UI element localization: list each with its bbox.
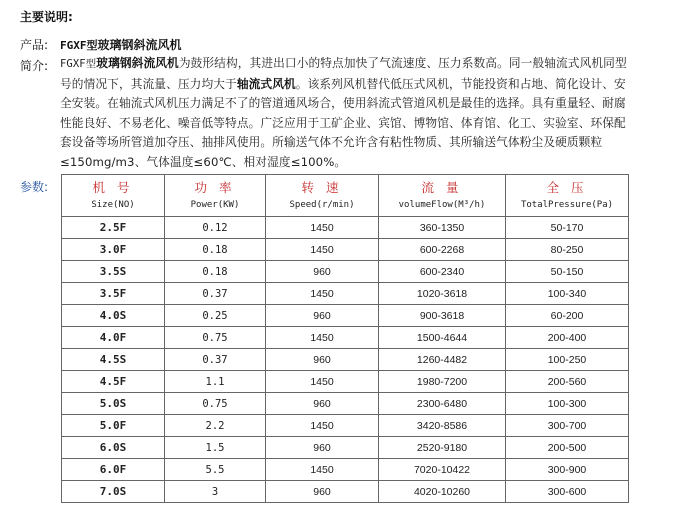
cell-size: 3.5S	[62, 261, 165, 283]
cell-speed: 1450	[266, 327, 379, 349]
section-heading: 主要说明:	[20, 10, 73, 24]
cell-power: 1.1	[165, 371, 266, 393]
cell-flow: 360-1350	[379, 217, 506, 239]
cell-size: 7.0S	[62, 481, 165, 503]
table-row	[62, 371, 629, 393]
table-row	[62, 217, 629, 239]
cell-pressure: 300-900	[506, 459, 629, 481]
cell-size: 3.5F	[62, 283, 165, 305]
cell-flow: 1020-3618	[379, 283, 506, 305]
cell-size: 2.5F	[62, 217, 165, 239]
cell-speed: 960	[266, 437, 379, 459]
cell-pressure: 100-250	[506, 349, 629, 371]
table-row	[62, 239, 629, 261]
table-row	[62, 327, 629, 349]
cell-speed: 960	[266, 349, 379, 371]
cell-speed: 960	[266, 393, 379, 415]
cell-pressure: 100-300	[506, 393, 629, 415]
cell-pressure: 60-200	[506, 305, 629, 327]
header-speed: 转 速 Speed(r/min)	[266, 175, 379, 217]
cell-speed: 1450	[266, 239, 379, 261]
cell-power: 0.37	[165, 349, 266, 371]
cell-speed: 1450	[266, 371, 379, 393]
intro-text-2: 。该系列风机替代低压式风机，节能投资和占地、简化设计、安全安装。在轴流式风机压力满足不了的管道通风场合，使用斜流式管道风机是最佳的选择。具有重量轻、耐腐性能良好、不易老化、噪音低等特点。广泛应用于工矿企业、宾馆、博物馆、体育馆、化工、实验室、环保配套设备等场所管道加夺压、抽排风使用。所输送气体不允许含有粘性物质、其所输送气体粉尘及硬质颗粒	[60, 76, 626, 149]
cell-flow: 900-3618	[379, 305, 506, 327]
cell-pressure: 200-400	[506, 327, 629, 349]
cell-pressure: 300-600	[506, 481, 629, 503]
intro-text-4: 、相对湿度	[231, 154, 291, 169]
table-row	[62, 437, 629, 459]
intro-text-3: 、气体温度	[134, 154, 194, 169]
cell-power: 0.12	[165, 217, 266, 239]
cell-size: 5.0S	[62, 393, 165, 415]
cell-power: 1.5	[165, 437, 266, 459]
cell-pressure: 200-500	[506, 437, 629, 459]
table-row	[62, 393, 629, 415]
cell-size: 4.5S	[62, 349, 165, 371]
cell-flow: 1260-4482	[379, 349, 506, 371]
params-table	[61, 174, 629, 503]
cell-speed: 1450	[266, 459, 379, 481]
intro-text-1: 为鼓形结构，其进出口小的特点加快了气流速度、压力系数高。同一般轴流式风机同型号的情况下，其流量、压力均大于	[60, 56, 627, 91]
cell-speed: 960	[266, 261, 379, 283]
intro-end: 。	[334, 154, 347, 169]
cell-power: 0.18	[165, 261, 266, 283]
intro-spec-temp: ≤60℃	[193, 154, 232, 169]
cell-size: 4.5F	[62, 371, 165, 393]
header-size: 机 号 Size(NO)	[62, 175, 165, 217]
cell-flow: 2300-6480	[379, 393, 506, 415]
cell-flow: 2520-9180	[379, 437, 506, 459]
table-row	[62, 459, 629, 481]
product-name	[60, 36, 182, 53]
table-row	[62, 415, 629, 437]
table-header-row	[62, 175, 629, 217]
table-row	[62, 261, 629, 283]
cell-size: 6.0F	[62, 459, 165, 481]
cell-speed: 1450	[266, 283, 379, 305]
cell-power: 0.25	[165, 305, 266, 327]
intro-axial-fan: 轴流式风机	[236, 76, 296, 91]
cell-power: 5.5	[165, 459, 266, 481]
product-label: 产品:	[20, 38, 49, 52]
cell-flow: 3420-8586	[379, 415, 506, 437]
intro-spec-humidity: ≤100%	[290, 154, 335, 169]
cell-power: 0.75	[165, 327, 266, 349]
cell-flow: 600-2268	[379, 239, 506, 261]
cell-power: 0.37	[165, 283, 266, 305]
cell-power: 3	[165, 481, 266, 503]
header-pressure: 全 压 TotalPressure(Pa)	[506, 175, 629, 217]
product-title: 玻璃钢斜流风机	[97, 38, 182, 52]
header-power: 功 率 Power(KW)	[165, 175, 266, 217]
intro-model: FGXF型	[60, 58, 97, 70]
cell-size: 6.0S	[62, 437, 165, 459]
intro-product-name: 玻璃钢斜流风机	[96, 56, 179, 70]
cell-speed: 960	[266, 305, 379, 327]
params-label: 参数:	[20, 180, 49, 194]
cell-speed: 1450	[266, 217, 379, 239]
intro-paragraph	[60, 54, 628, 172]
cell-size: 5.0F	[62, 415, 165, 437]
cell-pressure: 100-340	[506, 283, 629, 305]
cell-size: 3.0F	[62, 239, 165, 261]
intro-spec-dust: ≤150mg/m3	[60, 154, 135, 169]
table-row	[62, 283, 629, 305]
header-flow: 流 量 volumeFlow(M³/h)	[379, 175, 506, 217]
cell-size: 4.0F	[62, 327, 165, 349]
intro-label: 简介:	[20, 59, 49, 73]
cell-pressure: 200-560	[506, 371, 629, 393]
table-row	[62, 305, 629, 327]
cell-power: 0.18	[165, 239, 266, 261]
cell-pressure: 50-170	[506, 217, 629, 239]
cell-pressure: 50-150	[506, 261, 629, 283]
cell-size: 4.0S	[62, 305, 165, 327]
cell-flow: 4020-10260	[379, 481, 506, 503]
cell-speed: 1450	[266, 415, 379, 437]
product-model: FGXF型	[60, 39, 98, 52]
cell-flow: 1980-7200	[379, 371, 506, 393]
cell-flow: 1500-4644	[379, 327, 506, 349]
cell-power: 0.75	[165, 393, 266, 415]
cell-flow: 600-2340	[379, 261, 506, 283]
cell-pressure: 80-250	[506, 239, 629, 261]
cell-speed: 960	[266, 481, 379, 503]
cell-power: 2.2	[165, 415, 266, 437]
table-row	[62, 349, 629, 371]
cell-pressure: 300-700	[506, 415, 629, 437]
cell-flow: 7020-10422	[379, 459, 506, 481]
table-row	[62, 481, 629, 503]
